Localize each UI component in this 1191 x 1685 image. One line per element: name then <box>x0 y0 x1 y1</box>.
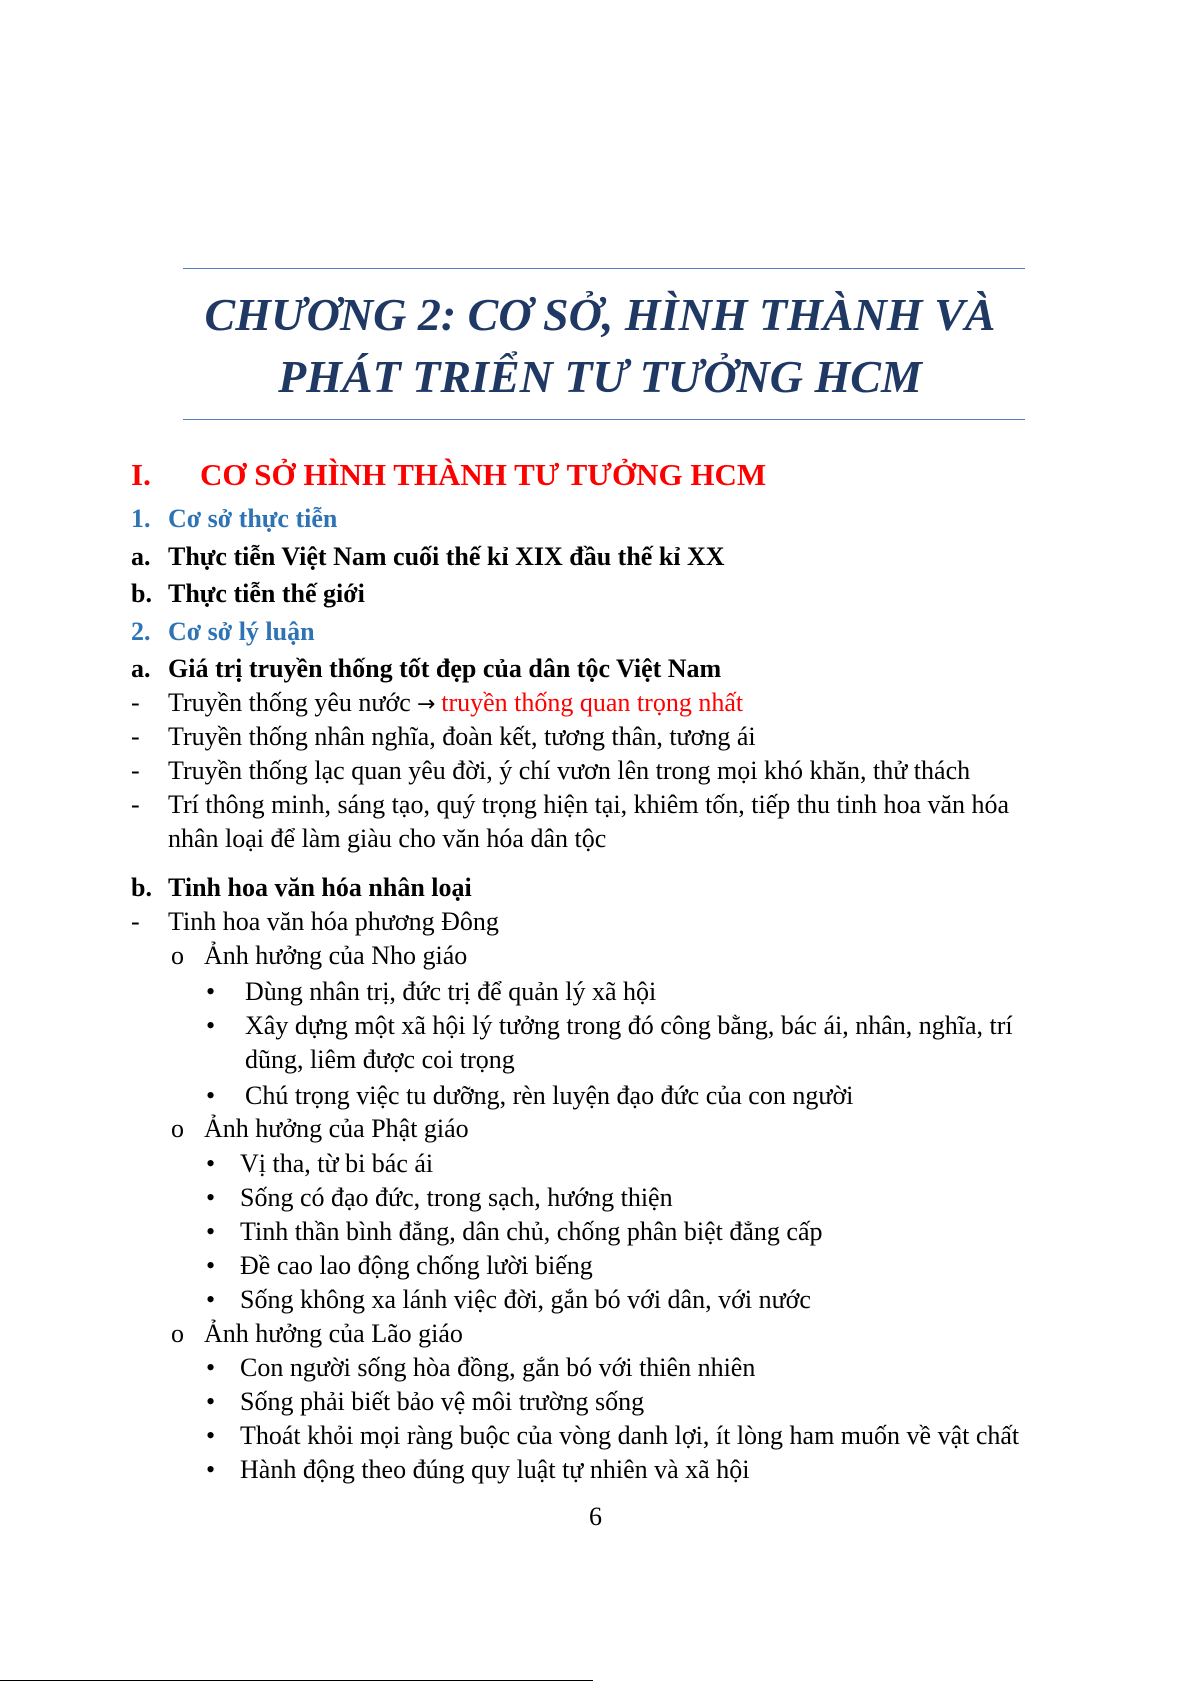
item-marker: b. <box>131 579 152 608</box>
bullet-item-text: Con người sống hòa đồng, gắn bó với thiên nhiên <box>240 1353 756 1382</box>
subheading-title: Giá trị truyền thống tốt đẹp của dân tộc Việt Nam <box>168 654 722 683</box>
list-item <box>131 720 756 754</box>
bullet-marker: • <box>206 1011 216 1040</box>
bullet-item <box>206 1079 853 1113</box>
dash-marker: - <box>131 790 140 819</box>
subheading-2b <box>131 871 472 905</box>
section-heading-1 <box>131 458 766 492</box>
circle-marker: o <box>171 1319 184 1348</box>
bullet-item <box>206 1351 755 1385</box>
subsection-heading-2 <box>131 615 315 649</box>
bullet-item <box>206 1419 1019 1453</box>
bullet-item-text: Sống phải biết bảo vệ môi trường sống <box>240 1387 645 1416</box>
chapter-title-line-2: PHÁT TRIỂN TƯ TƯỞNG HCM <box>278 351 922 402</box>
subheading-1b <box>131 577 365 611</box>
subheading-title: Tinh hoa văn hóa nhân loại <box>168 873 472 902</box>
list-item <box>131 788 1009 822</box>
list-item <box>131 686 743 722</box>
bullet-item <box>206 1181 673 1215</box>
bullet-item-text: Đề cao lao động chống lười biếng <box>240 1251 593 1280</box>
bullet-item-text: Vị tha, từ bi bác ái <box>240 1149 434 1178</box>
bullet-item-text: Dùng nhân trị, đức trị để quản lý xã hội <box>245 977 657 1006</box>
dash-marker: - <box>131 756 140 785</box>
sublist-item-text: Ảnh hưởng của Nho giáo <box>204 941 468 970</box>
footnote-separator <box>0 1680 593 1681</box>
bullet-item <box>206 1385 644 1419</box>
sublist-item <box>171 939 467 973</box>
page-number: 6 <box>589 1502 602 1531</box>
list-item <box>131 754 970 788</box>
bullet-item <box>206 1215 823 1249</box>
sublist-item <box>171 1317 463 1351</box>
chapter-title-line-1: CHƯƠNG 2: CƠ SỞ, HÌNH THÀNH VÀ <box>204 289 996 340</box>
sublist-item <box>171 1112 469 1146</box>
subheading-1a <box>131 540 725 574</box>
list-item-text: Truyền thống nhân nghĩa, đoàn kết, tương thân, tương ái <box>168 722 756 751</box>
title-top-rule <box>183 268 1025 269</box>
list-item-text: Truyền thống yêu nước <box>168 688 411 717</box>
list-item-text: Tinh hoa văn hóa phương Đông <box>168 907 499 936</box>
bullet-marker: • <box>206 1285 216 1314</box>
bullet-item-text: Chú trọng việc tu dưỡng, rèn luyện đạo đức của con người <box>245 1081 854 1110</box>
subsection-number: 1. <box>131 504 151 533</box>
bullet-marker: • <box>206 1455 216 1484</box>
dash-marker: - <box>131 722 140 751</box>
title-bottom-rule <box>183 419 1025 420</box>
bullet-marker: • <box>206 1387 216 1416</box>
bullet-marker: • <box>206 1081 216 1110</box>
bullet-item <box>206 1453 749 1487</box>
bullet-item <box>206 975 656 1009</box>
bullet-item <box>206 1009 1013 1043</box>
bullet-marker: • <box>206 1149 216 1178</box>
dash-marker: - <box>131 688 140 717</box>
circle-marker: o <box>171 941 184 970</box>
subheading-title: Thực tiễn thế giới <box>168 579 365 608</box>
bullet-item <box>206 1249 593 1283</box>
list-item-continuation: nhân loại để làm giàu cho văn hóa dân tộc <box>168 824 607 853</box>
bullet-item <box>206 1283 811 1317</box>
item-marker: a. <box>131 542 151 571</box>
bullet-marker: • <box>206 977 216 1006</box>
bullet-item <box>206 1147 433 1181</box>
bullet-marker: • <box>206 1421 216 1450</box>
highlighted-text: truyền thống quan trọng nhất <box>441 688 744 717</box>
list-item-text: Trí thông minh, sáng tạo, quý trọng hiện tại, khiêm tốn, tiếp thu tinh hoa văn hóa <box>168 790 1010 819</box>
bullet-item-text: Xây dựng một xã hội lý tưởng trong đó công bằng, bác ái, nhân, nghĩa, trí <box>245 1011 1013 1040</box>
list-item <box>131 905 499 939</box>
bullet-marker: • <box>206 1353 216 1382</box>
section-number: I. <box>131 457 151 492</box>
right-arrow-icon: → <box>416 692 436 717</box>
subsection-title: Cơ sở thực tiễn <box>168 504 338 533</box>
item-marker: a. <box>131 654 151 683</box>
sublist-item-text: Ảnh hưởng của Lão giáo <box>204 1319 463 1348</box>
subsection-heading-1 <box>131 502 337 536</box>
bullet-item-text: Sống không xa lánh việc đời, gắn bó với dân, với nước <box>240 1285 811 1314</box>
subheading-2a <box>131 652 721 686</box>
bullet-item-text: Thoát khỏi mọi ràng buộc của vòng danh lợi, ít lòng ham muốn về vật chất <box>240 1421 1020 1450</box>
bullet-item-text: Tinh thần bình đẳng, dân chủ, chống phân biệt đẳng cấp <box>240 1217 823 1246</box>
list-item-text: Truyền thống lạc quan yêu đời, ý chí vươn lên trong mọi khó khăn, thử thách <box>168 756 971 785</box>
bullet-item-text: Sống có đạo đức, trong sạch, hướng thiện <box>240 1183 673 1212</box>
bullet-item-text: Hành động theo đúng quy luật tự nhiên và xã hội <box>240 1455 750 1484</box>
bullet-marker: • <box>206 1183 216 1212</box>
subsection-number: 2. <box>131 617 151 646</box>
bullet-marker: • <box>206 1251 216 1280</box>
subsection-title: Cơ sở lý luận <box>168 617 315 646</box>
dash-marker: - <box>131 907 140 936</box>
circle-marker: o <box>171 1114 184 1143</box>
bullet-item-continuation: dũng, liêm được coi trọng <box>245 1045 515 1074</box>
bullet-marker: • <box>206 1217 216 1246</box>
section-title: CƠ SỞ HÌNH THÀNH TƯ TƯỞNG HCM <box>200 457 767 492</box>
chapter-title <box>150 284 1050 408</box>
sublist-item-text: Ảnh hưởng của Phật giáo <box>204 1114 469 1143</box>
subheading-title: Thực tiễn Việt Nam cuối thế kỉ XIX đầu thế kỉ XX <box>168 542 725 571</box>
item-marker: b. <box>131 873 152 902</box>
